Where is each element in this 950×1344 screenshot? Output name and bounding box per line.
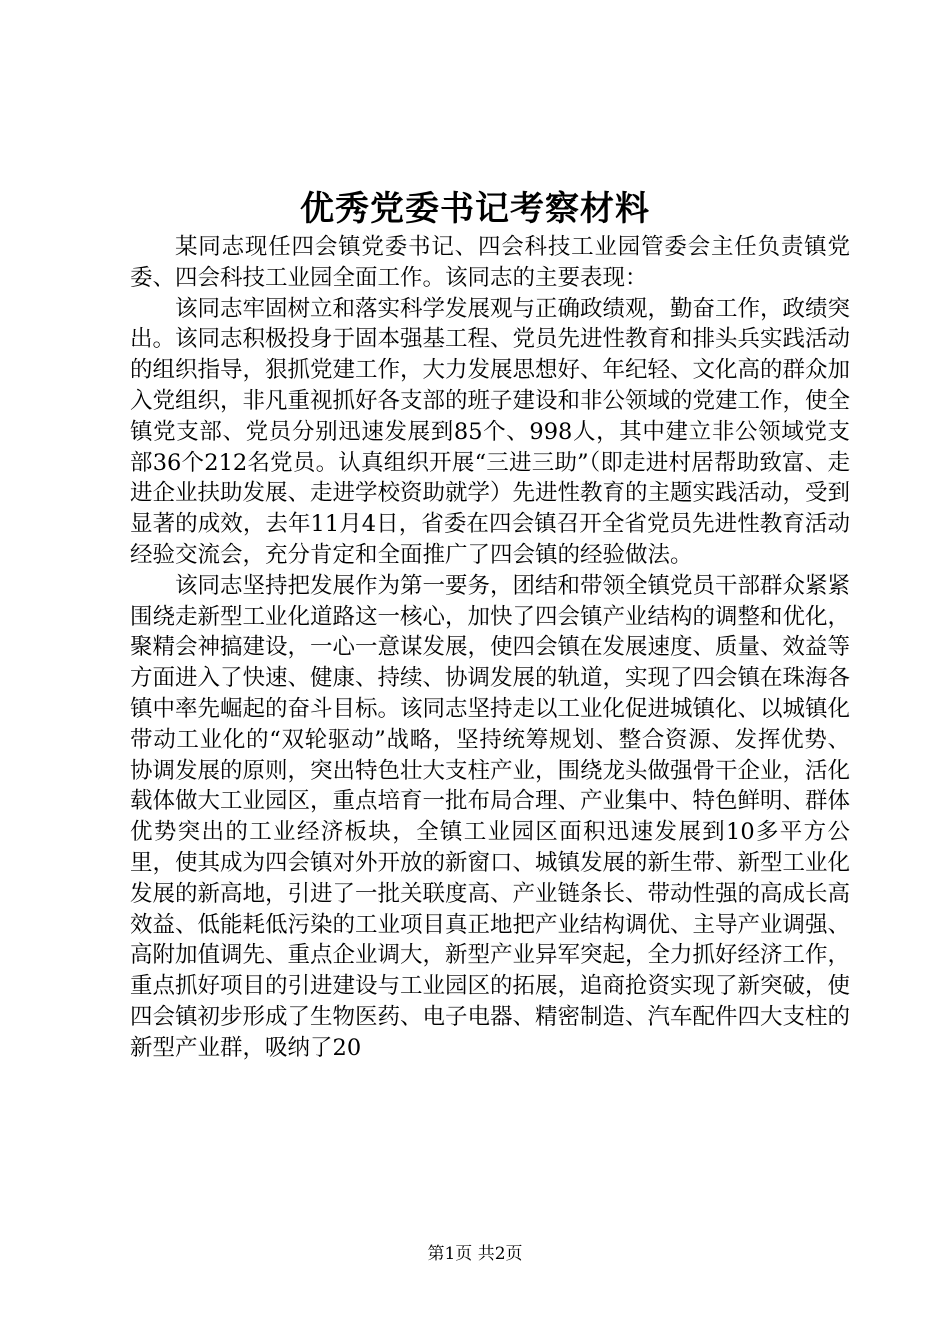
document-title: 优秀党委书记考察材料 — [300, 189, 650, 229]
page-number-total: 共2页 — [477, 1244, 523, 1264]
paragraph-party-building: 该同志牢固树立和落实科学发展观与正确政绩观，勤奋工作，政绩突出。该同志积极投身于固本强基工程、党员先进性教育和排头兵实践活动的组织指导，狠抓党建工作，大力发展思想好、年纪轻、文化高的群众加入党组织，非凡重视抓好各支部的班子建设和非公领域的党建工作，使全镇党支部、党员分别迅速发展到85个、998人，其中建立非公领域党支部36个212名党员。认真组织开展“三进三助”（即走进村居帮助致富、走进企业扶助发展、走进学校资助就学）先进性教育的主题实践活动，受到显著的成效，去年11月4日，省委在四会镇召开全省党员先进性教育活动经验交流会，充分肯定和全面推广了四会镇的经验做法。 — [130, 295, 851, 568]
page-footer — [0, 1242, 950, 1266]
document-body — [130, 232, 850, 1064]
page-number-current: 第1页 — [427, 1244, 473, 1264]
paragraph-intro: 某同志现任四会镇党委书记、四会科技工业园管委会主任负责镇党委、四会科技工业园全面工作。该同志的主要表现： — [130, 234, 850, 291]
paragraph-economic-development: 该同志坚持把发展作为第一要务，团结和带领全镇党员干部群众紧紧围绕走新型工业化道路这一核心，加快了四会镇产业结构的调整和优化，聚精会神搞建设，一心一意谋发展，使四会镇在发展速度、质量、效益等方面进入了快速、健康、持续、协调发展的轨道，实现了四会镇在珠海各镇中率先崛起的奋斗目标。该同志坚持走以工业化促进城镇化、以城镇化带动工业化的“双轮驱动”战略，坚持统筹规划、整合资源、发挥优势、协调发展的原则，突出特色壮大支柱产业，围绕龙头做强骨干企业，活化载体做大工业园区，重点培育一批布局合理、产业集中、特色鲜明、群体优势突出的工业经济板块，全镇工业园区面积迅速发展到10多平方公里，使其成为四会镇对外开放的新窗口、城镇发展的新生带、新型工业化发展的新高地，引进了一批关联度高、产业链条长、带动性强的高成长高效益、低能耗低污染的工业项目真正地把产业结构调优、主导产业调强、高附加值调先、重点企业调大，新型产业异军突起，全力抓好经济工作，重点抓好项目的引进建设与工业园区的拓展，追商抢资实现了新突破，使四会镇初步形成了生物医药、电子电器、精密制造、汽车配件四大支柱的新型产业群，吸纳了20 — [130, 572, 851, 1061]
